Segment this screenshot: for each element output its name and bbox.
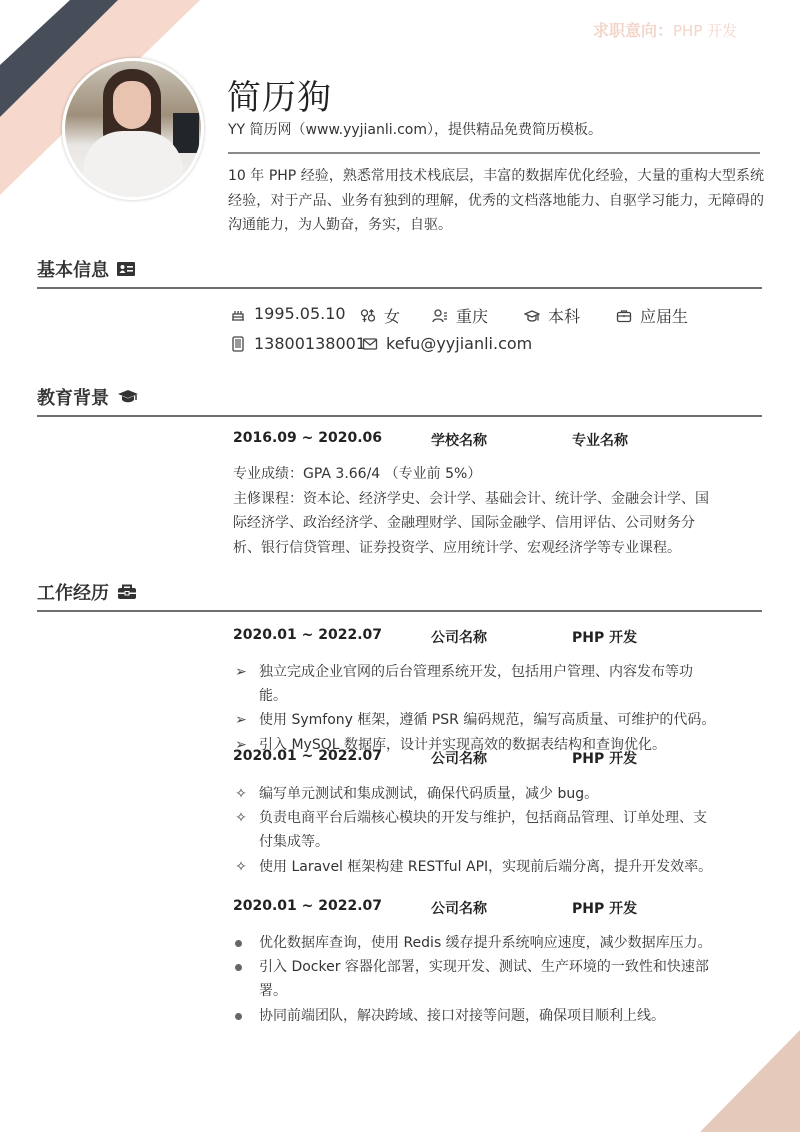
job-role: PHP 开发 (572, 901, 638, 917)
section-rule (37, 287, 762, 289)
phone-icon (230, 336, 246, 352)
info-gender (360, 304, 400, 327)
dot-bullet-icon (235, 1013, 242, 1020)
diamond-bullet-icon: ✧ (235, 810, 247, 827)
summary: 10 年 PHP 经验，熟悉常用技术栈底层，丰富的数据库优化经验，大量的重构大型系统经验，对于产品、业务有独到的理解，优秀的文档落地能力、自驱学习能力，无障碍的沟通能力，为人勤奋，务实，自驱。 (228, 168, 764, 233)
section-title (37, 384, 762, 410)
tagline: YY 简历网（www.yyjianli.com），提供精品免费简历模板。 (228, 122, 602, 138)
info-birthday (230, 304, 346, 323)
company-name: 公司名称 (431, 901, 487, 917)
list-item: 协同前端团队，解决跨域、接口对接等问题，确保项目顺利上线。 (233, 1004, 718, 1028)
birthday-value: 1995.05.10 (254, 304, 346, 323)
mail-icon (362, 336, 378, 352)
graduation-cap-icon (524, 308, 540, 324)
work-period: 2020.01 ~ 2022.07 (233, 748, 383, 764)
info-phone (230, 334, 366, 353)
arrow-bullet-icon: ➢ (235, 712, 247, 729)
education-details (233, 462, 713, 560)
dot-bullet-icon (235, 940, 242, 947)
graduation-cap-icon (117, 389, 139, 405)
education-period: 2016.09 ~ 2020.06 (233, 430, 383, 446)
job-intent-value: PHP 开发 (673, 22, 738, 40)
status-value: 应届生 (640, 307, 689, 326)
work-period: 2020.01 ~ 2022.07 (233, 627, 383, 643)
list-item: 引入 Docker 容器化部署，实现开发、测试、生产环境的一致性和快速部署。 (233, 955, 718, 1003)
info-email (362, 334, 532, 353)
section-work (37, 579, 762, 612)
work-entry-bullets (233, 782, 718, 879)
corner-triangle (700, 1030, 800, 1132)
header-divider (228, 152, 760, 154)
arrow-bullet-icon: ➢ (235, 736, 247, 753)
section-basic-info (37, 256, 762, 289)
section-rule (37, 415, 762, 417)
location-value: 重庆 (456, 307, 489, 326)
list-item: ➢ 独立完成企业官网的后台管理系统开发，包括用户管理、内容发布等功能。 (233, 660, 718, 708)
work-period: 2020.01 ~ 2022.07 (233, 898, 383, 914)
list-item: ➢ 使用 Symfony 框架，遵循 PSR 编码规范，编写高质量、可维护的代码。 (233, 708, 718, 732)
section-title-text: 教育背景 (37, 388, 109, 409)
arrow-bullet-icon: ➢ (235, 664, 247, 680)
section-title (37, 256, 762, 282)
person-location-icon (432, 308, 448, 324)
birthday-cake-icon (230, 306, 246, 322)
job-intent (593, 18, 737, 41)
avatar-shirt (83, 131, 183, 200)
major-name: 专业名称 (572, 433, 628, 449)
email-value: kefu@yyjianli.com (386, 334, 533, 353)
job-role: PHP 开发 (572, 630, 638, 646)
phone-value: 13800138001 (254, 334, 366, 353)
avatar-face (113, 81, 151, 129)
list-item: 优化数据库查询，使用 Redis 缓存提升系统响应速度，减少数据库压力。 (233, 931, 718, 955)
degree-value: 本科 (548, 307, 581, 326)
job-role: PHP 开发 (572, 751, 638, 767)
section-title-text: 基本信息 (37, 260, 109, 281)
list-item: ➢ 引入 MySQL 数据库，设计并实现高效的数据表结构和查询优化。 (233, 733, 718, 757)
company-name: 公司名称 (431, 630, 487, 646)
work-entry-header (233, 627, 733, 647)
list-item: ✧ 编写单元测试和集成测试，确保代码质量，减少 bug。 (233, 782, 718, 806)
gender-icon (360, 308, 376, 324)
company-name: 公司名称 (431, 751, 487, 767)
toolbox-icon (117, 584, 137, 600)
info-status (616, 304, 688, 327)
info-location (432, 304, 488, 327)
section-title-text: 工作经历 (37, 583, 109, 604)
school-name: 学校名称 (431, 433, 487, 449)
avatar-background-monitor (173, 113, 199, 153)
section-rule (37, 610, 762, 612)
gpa-line: 专业成绩：GPA 3.66/4 （专业前 5%） (233, 466, 482, 482)
section-education (37, 384, 762, 417)
briefcase-icon (616, 308, 632, 324)
diamond-bullet-icon: ✧ (235, 858, 247, 875)
work-entry-bullets (233, 931, 718, 1028)
dot-bullet-icon (235, 964, 242, 971)
courses-line: 主修课程：资本论、经济学史、会计学、基础会计、统计学、金融会计学、国际经济学、政治经济学、金融理财学、国际金融学、信用评估、公司财务分析、银行信贷管理、证券投资学、应用统计学、宏观经济学等专业课程。 (233, 490, 709, 556)
info-degree (524, 304, 580, 327)
work-entry-bullets (233, 660, 718, 757)
avatar (62, 58, 204, 200)
id-card-icon (117, 262, 135, 276)
work-entry-header (233, 898, 733, 918)
list-item: ✧ 使用 Laravel 框架构建 RESTful API，实现前后端分离，提升开发效率。 (233, 855, 718, 879)
job-intent-label: 求职意向： (593, 21, 674, 40)
candidate-name: 简历狗 (227, 78, 332, 118)
gender-value: 女 (384, 307, 401, 326)
education-entry-header (233, 430, 733, 450)
list-item: ✧ 负责电商平台后端核心模块的开发与维护，包括商品管理、订单处理、支付集成等。 (233, 806, 718, 854)
work-entry-header (233, 748, 733, 768)
section-title (37, 579, 762, 605)
diamond-bullet-icon: ✧ (235, 786, 247, 802)
